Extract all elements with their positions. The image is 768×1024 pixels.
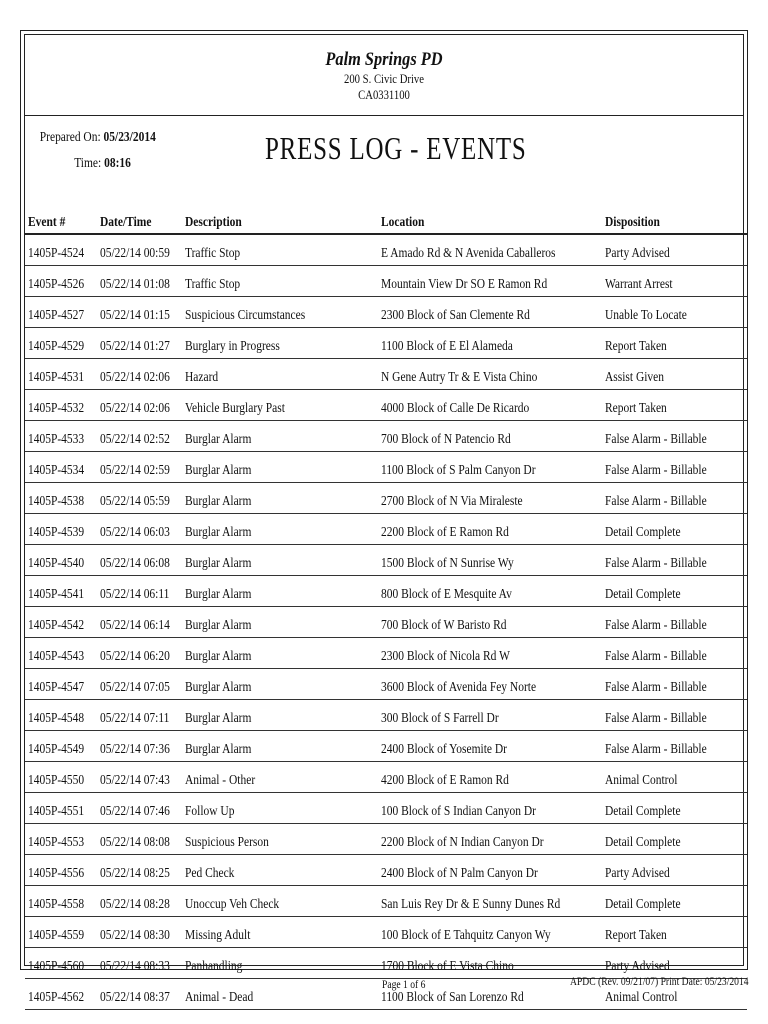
cell-location: 800 Block of E Mesquite Av	[381, 576, 604, 607]
cell-event-number: 1405P-4532	[25, 390, 100, 421]
cell-description: Vehicle Burglary Past	[185, 390, 382, 421]
cell-location: 100 Block of S Indian Canyon Dr	[381, 793, 604, 824]
cell-event-number: 1405P-4534	[25, 452, 100, 483]
cell-event-number: 1405P-4551	[25, 793, 100, 824]
cell-date-time: 05/22/14 06:11	[100, 576, 185, 607]
table-row	[25, 917, 747, 948]
table-row	[25, 793, 747, 824]
cell-event-number: 1405P-4553	[25, 824, 100, 855]
cell-disposition: False Alarm - Billable	[605, 669, 747, 700]
page-number: Page 1 of 6	[382, 977, 426, 991]
cell-location: 2400 Block of N Palm Canyon Dr	[381, 855, 604, 886]
cell-description: Unoccup Veh Check	[185, 886, 382, 917]
table-row	[25, 576, 747, 607]
cell-location: 2300 Block of San Clemente Rd	[381, 297, 604, 328]
cell-description: Burglar Alarm	[185, 576, 382, 607]
table-row	[25, 824, 747, 855]
cell-location: 2400 Block of Yosemite Dr	[381, 731, 604, 762]
cell-description: Burglar Alarm	[185, 452, 382, 483]
table-row	[25, 297, 747, 328]
cell-disposition: Assist Given	[605, 359, 747, 390]
cell-date-time: 05/22/14 06:20	[100, 638, 185, 669]
cell-location: 4000 Block of Calle De Ricardo	[381, 390, 604, 421]
cell-disposition: Party Advised	[605, 855, 747, 886]
cell-location: 2200 Block of E Ramon Rd	[381, 514, 604, 545]
cell-disposition: Detail Complete	[605, 793, 747, 824]
cell-event-number: 1405P-4562	[25, 979, 100, 1010]
cell-event-number: 1405P-4550	[25, 762, 100, 793]
cell-disposition: Warrant Arrest	[605, 266, 747, 297]
table-header-row	[25, 205, 747, 234]
table-row	[25, 638, 747, 669]
agency-code: CA0331100	[358, 87, 410, 102]
table-row	[25, 669, 747, 700]
cell-description: Follow Up	[185, 793, 382, 824]
prepared-time-line	[74, 156, 131, 172]
agency-name: Palm Springs PD	[325, 49, 443, 70]
cell-date-time: 05/22/14 07:36	[100, 731, 185, 762]
cell-date-time: 05/22/14 07:05	[100, 669, 185, 700]
print-info: APDC (Rev. 09/21/07) Print Date: 05/23/2014	[570, 974, 749, 988]
prepared-on-date: 05/23/2014	[103, 130, 156, 145]
cell-date-time: 05/22/14 01:08	[100, 266, 185, 297]
cell-event-number: 1405P-4559	[25, 917, 100, 948]
cell-date-time: 05/22/14 07:43	[100, 762, 185, 793]
agency-address: 200 S. Civic Drive	[344, 71, 424, 86]
cell-event-number: 1405P-4543	[25, 638, 100, 669]
table-row	[25, 421, 747, 452]
cell-disposition: Animal Control	[605, 762, 747, 793]
cell-date-time: 05/22/14 00:59	[100, 234, 185, 266]
table-row	[25, 731, 747, 762]
cell-event-number: 1405P-4548	[25, 700, 100, 731]
table-row	[25, 762, 747, 793]
cell-date-time: 05/22/14 08:28	[100, 886, 185, 917]
cell-location: 1100 Block of San Lorenzo Rd	[381, 979, 604, 1010]
cell-location: E Amado Rd & N Avenida Caballeros	[381, 234, 604, 266]
cell-description: Burglar Alarm	[185, 669, 382, 700]
cell-disposition: Animal Control	[605, 979, 747, 1010]
report-header	[25, 35, 743, 116]
cell-disposition: Unable To Locate	[605, 297, 747, 328]
cell-disposition: False Alarm - Billable	[605, 452, 747, 483]
cell-disposition: False Alarm - Billable	[605, 638, 747, 669]
cell-description: Suspicious Circumstances	[185, 297, 382, 328]
prepared-on-label: Prepared On:	[39, 130, 101, 145]
cell-description: Panhandling	[185, 948, 382, 979]
cell-location: 2300 Block of Nicola Rd W	[381, 638, 604, 669]
table-row	[25, 359, 747, 390]
cell-description: Burglar Alarm	[185, 731, 382, 762]
cell-disposition: Report Taken	[605, 917, 747, 948]
cell-location: 4200 Block of E Ramon Rd	[381, 762, 604, 793]
cell-disposition: Report Taken	[605, 328, 747, 359]
cell-event-number: 1405P-4541	[25, 576, 100, 607]
prepared-time-value: 08:16	[104, 156, 131, 171]
cell-description: Burglar Alarm	[185, 514, 382, 545]
cell-description: Burglar Alarm	[185, 638, 382, 669]
cell-date-time: 05/22/14 07:46	[100, 793, 185, 824]
cell-disposition: Detail Complete	[605, 576, 747, 607]
cell-event-number: 1405P-4542	[25, 607, 100, 638]
cell-location: N Gene Autry Tr & E Vista Chino	[381, 359, 604, 390]
cell-event-number: 1405P-4531	[25, 359, 100, 390]
prepared-on-line	[40, 130, 156, 146]
cell-description: Burglary in Progress	[185, 328, 382, 359]
cell-location: 100 Block of E Tahquitz Canyon Wy	[381, 917, 604, 948]
report-footer	[0, 970, 768, 1000]
events-table	[25, 205, 747, 1010]
cell-date-time: 05/22/14 08:25	[100, 855, 185, 886]
table-row	[25, 266, 747, 297]
column-header: Disposition	[605, 205, 747, 234]
cell-disposition: Report Taken	[605, 390, 747, 421]
cell-date-time: 05/22/14 06:08	[100, 545, 185, 576]
table-row	[25, 452, 747, 483]
cell-date-time: 05/22/14 06:14	[100, 607, 185, 638]
cell-event-number: 1405P-4533	[25, 421, 100, 452]
column-header: Description	[185, 205, 382, 234]
table-row	[25, 545, 747, 576]
cell-description: Burglar Alarm	[185, 483, 382, 514]
cell-date-time: 05/22/14 02:59	[100, 452, 185, 483]
cell-disposition: False Alarm - Billable	[605, 421, 747, 452]
cell-date-time: 05/22/14 08:08	[100, 824, 185, 855]
cell-date-time: 05/22/14 08:33	[100, 948, 185, 979]
cell-disposition: Detail Complete	[605, 514, 747, 545]
cell-disposition: Party Advised	[605, 948, 747, 979]
cell-date-time: 05/22/14 08:30	[100, 917, 185, 948]
table-row	[25, 234, 747, 266]
cell-description: Animal - Other	[185, 762, 382, 793]
column-header: Location	[381, 205, 604, 234]
cell-date-time: 05/22/14 08:37	[100, 979, 185, 1010]
cell-description: Hazard	[185, 359, 382, 390]
cell-description: Burglar Alarm	[185, 421, 382, 452]
cell-location: 2700 Block of N Via Miraleste	[381, 483, 604, 514]
cell-event-number: 1405P-4526	[25, 266, 100, 297]
cell-date-time: 05/22/14 02:52	[100, 421, 185, 452]
cell-date-time: 05/22/14 02:06	[100, 390, 185, 421]
cell-disposition: False Alarm - Billable	[605, 607, 747, 638]
cell-disposition: Party Advised	[605, 234, 747, 266]
cell-location: 300 Block of S Farrell Dr	[381, 700, 604, 731]
cell-description: Ped Check	[185, 855, 382, 886]
cell-location: 1100 Block of S Palm Canyon Dr	[381, 452, 604, 483]
table-row	[25, 886, 747, 917]
cell-date-time: 05/22/14 02:06	[100, 359, 185, 390]
cell-description: Burglar Alarm	[185, 545, 382, 576]
cell-description: Burglar Alarm	[185, 607, 382, 638]
cell-description: Burglar Alarm	[185, 700, 382, 731]
cell-date-time: 05/22/14 01:15	[100, 297, 185, 328]
cell-description: Traffic Stop	[185, 266, 382, 297]
cell-description: Suspicious Person	[185, 824, 382, 855]
cell-location: 1700 Block of E Vista Chino	[381, 948, 604, 979]
cell-disposition: Detail Complete	[605, 886, 747, 917]
table-row	[25, 607, 747, 638]
column-header: Event #	[25, 205, 100, 234]
cell-event-number: 1405P-4547	[25, 669, 100, 700]
cell-location: Mountain View Dr SO E Ramon Rd	[381, 266, 604, 297]
cell-event-number: 1405P-4539	[25, 514, 100, 545]
cell-location: San Luis Rey Dr & E Sunny Dunes Rd	[381, 886, 604, 917]
page-title: PRESS LOG - EVENTS	[265, 130, 527, 166]
cell-date-time: 05/22/14 01:27	[100, 328, 185, 359]
table-row	[25, 700, 747, 731]
prepared-time-label: Time:	[74, 156, 102, 171]
cell-date-time: 05/22/14 06:03	[100, 514, 185, 545]
cell-location: 2200 Block of N Indian Canyon Dr	[381, 824, 604, 855]
cell-event-number: 1405P-4558	[25, 886, 100, 917]
cell-description: Traffic Stop	[185, 234, 382, 266]
table-row	[25, 328, 747, 359]
cell-event-number: 1405P-4527	[25, 297, 100, 328]
cell-location: 700 Block of W Baristo Rd	[381, 607, 604, 638]
cell-date-time: 05/22/14 05:59	[100, 483, 185, 514]
cell-location: 1100 Block of E El Alameda	[381, 328, 604, 359]
cell-location: 700 Block of N Patencio Rd	[381, 421, 604, 452]
column-header: Date/Time	[100, 205, 185, 234]
cell-location: 3600 Block of Avenida Fey Norte	[381, 669, 604, 700]
cell-disposition: False Alarm - Billable	[605, 700, 747, 731]
cell-disposition: False Alarm - Billable	[605, 545, 747, 576]
cell-disposition: False Alarm - Billable	[605, 483, 747, 514]
cell-event-number: 1405P-4549	[25, 731, 100, 762]
cell-disposition: False Alarm - Billable	[605, 731, 747, 762]
cell-disposition: Detail Complete	[605, 824, 747, 855]
cell-event-number: 1405P-4538	[25, 483, 100, 514]
cell-description: Missing Adult	[185, 917, 382, 948]
cell-event-number: 1405P-4560	[25, 948, 100, 979]
cell-date-time: 05/22/14 07:11	[100, 700, 185, 731]
table-row	[25, 390, 747, 421]
table-row	[25, 855, 747, 886]
cell-event-number: 1405P-4556	[25, 855, 100, 886]
cell-event-number: 1405P-4540	[25, 545, 100, 576]
table-row	[25, 483, 747, 514]
table-row	[25, 514, 747, 545]
cell-event-number: 1405P-4524	[25, 234, 100, 266]
cell-event-number: 1405P-4529	[25, 328, 100, 359]
cell-location: 1500 Block of N Sunrise Wy	[381, 545, 604, 576]
cell-description: Animal - Dead	[185, 979, 382, 1010]
